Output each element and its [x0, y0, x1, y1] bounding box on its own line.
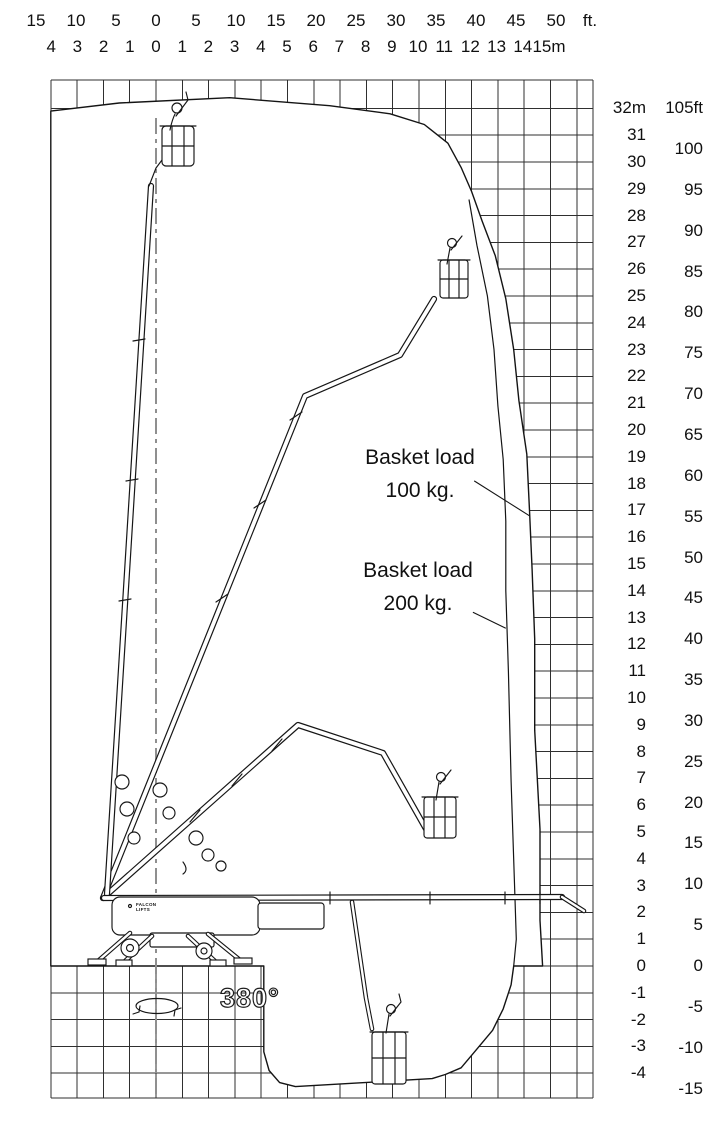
axis-label: 50 — [684, 547, 703, 567]
axis-label: 60 — [684, 465, 703, 485]
axis-label: 40 — [466, 11, 486, 30]
axis-label: 45 — [684, 588, 703, 608]
axis-label: -3 — [630, 1036, 646, 1056]
axis-label: 30 — [386, 11, 406, 30]
axis-label: 2 — [636, 902, 646, 922]
axis-label: 28 — [627, 205, 646, 225]
axis-label: 5 — [693, 915, 703, 935]
rotation-range-label: 380° — [220, 983, 280, 1013]
axis-label: 45 — [506, 11, 526, 30]
axis-label: 32m — [612, 98, 646, 118]
axis-label: 14 — [627, 580, 646, 600]
axis-label: -15 — [678, 1078, 703, 1098]
axis-label: 10 — [226, 11, 246, 30]
axis-label: 0 — [151, 11, 161, 30]
axis-label: 22 — [627, 366, 646, 386]
axis-label: 21 — [627, 393, 646, 413]
axis-label: 3 — [636, 875, 646, 895]
axis-label: -2 — [630, 1009, 646, 1029]
axis-label: 11 — [435, 37, 454, 56]
axis-label: 4 — [636, 848, 646, 868]
axis-label: 13 — [627, 607, 646, 627]
axis-label: 30 — [627, 152, 646, 171]
axis-label: 55 — [684, 506, 703, 526]
axis-label: 10 — [66, 11, 86, 30]
axis-label: 100 — [674, 139, 703, 158]
axis-label: 35 — [426, 11, 446, 30]
axis-label: 26 — [627, 259, 646, 279]
axis-label: 9 — [387, 37, 397, 56]
axis-label: 19 — [627, 446, 646, 466]
axis-label: 1 — [177, 37, 187, 56]
axis-label: 70 — [684, 384, 703, 404]
axis-label: 5 — [282, 37, 292, 56]
axis-label: 80 — [684, 302, 703, 322]
axis-label: ft. — [582, 11, 598, 30]
axis-label: 0 — [636, 956, 646, 975]
machine-brand — [136, 903, 156, 912]
axis-label: 5 — [111, 11, 121, 30]
axis-label: 6 — [308, 37, 318, 56]
axis-label: 27 — [627, 232, 646, 252]
axis-label: -5 — [687, 996, 703, 1016]
axis-label: 10 — [408, 37, 428, 56]
annotation-basket-load-200 — [343, 554, 493, 620]
axis-label: 14 — [513, 37, 533, 56]
axis-label: 6 — [636, 795, 646, 815]
axis-label: 90 — [684, 220, 703, 240]
axis-label: 8 — [636, 741, 646, 761]
axis-label: -1 — [630, 982, 646, 1002]
axis-label: 7 — [334, 37, 345, 56]
annotation-line: 100 kg. — [385, 479, 455, 502]
axis-label: 11 — [628, 661, 646, 681]
axis-label: 0 — [693, 956, 703, 975]
axis-label: 3 — [72, 37, 83, 56]
axis-label: 0 — [151, 37, 161, 56]
axis-label: 35 — [684, 670, 703, 690]
axis-label: 20 — [627, 420, 646, 439]
brand-line: LIFTS — [136, 906, 150, 912]
axis-label: 18 — [627, 473, 646, 493]
axis-label: 15 — [266, 11, 286, 30]
annotation-basket-load-100 — [345, 441, 495, 507]
axis-label: 3 — [229, 37, 240, 56]
axis-label: 31 — [627, 125, 646, 145]
axis-label: 1 — [125, 37, 135, 56]
axis-label: 12 — [460, 37, 480, 56]
axis-label: 15 — [627, 554, 646, 573]
axis-label: 25 — [684, 751, 703, 771]
axis-label: 65 — [684, 424, 703, 444]
axis-label: 25 — [346, 11, 366, 30]
axis-label: 24 — [627, 312, 646, 332]
axis-label: 5 — [191, 11, 201, 30]
axis-label: 105ft — [665, 98, 703, 118]
annotation-line: Basket load — [365, 446, 475, 469]
axis-label: 15 — [26, 11, 46, 30]
axis-label: 40 — [684, 629, 703, 649]
axis-label: 4 — [256, 37, 266, 56]
axis-label: 17 — [627, 500, 646, 520]
axis-label: 4 — [46, 37, 56, 56]
axis-label: 29 — [627, 178, 646, 198]
axis-label: 25 — [627, 286, 646, 305]
axis-label: -4 — [630, 1063, 646, 1083]
axis-label: 95 — [684, 179, 703, 199]
axis-label: 10 — [627, 688, 646, 707]
annotation-line: Basket load — [363, 559, 473, 582]
axis-label: 23 — [627, 339, 646, 359]
axis-label: 20 — [684, 792, 703, 812]
axis-label: 7 — [636, 768, 646, 788]
axis-label: 8 — [360, 37, 371, 56]
axis-label: 15m — [532, 37, 566, 56]
axis-label: 2 — [203, 37, 214, 56]
axis-label: 15 — [684, 833, 703, 853]
axis-label: 85 — [684, 261, 703, 281]
axis-label: -10 — [678, 1037, 703, 1057]
axis-label: 13 — [487, 37, 507, 56]
axis-label: 9 — [636, 714, 646, 734]
axis-label: 20 — [306, 11, 326, 30]
axis-label: 30 — [684, 710, 703, 730]
axis-label: 1 — [636, 929, 646, 949]
axis-label: 12 — [627, 634, 646, 654]
axis-label: 5 — [636, 822, 646, 841]
axis-label: 2 — [98, 37, 109, 56]
axis-label: 50 — [546, 11, 566, 30]
annotation-line: 200 kg. — [383, 592, 453, 615]
axis-label: 75 — [684, 343, 703, 363]
axis-label: 10 — [684, 874, 703, 894]
brand-line: FALCON — [136, 902, 157, 907]
axis-label: 16 — [627, 527, 646, 547]
